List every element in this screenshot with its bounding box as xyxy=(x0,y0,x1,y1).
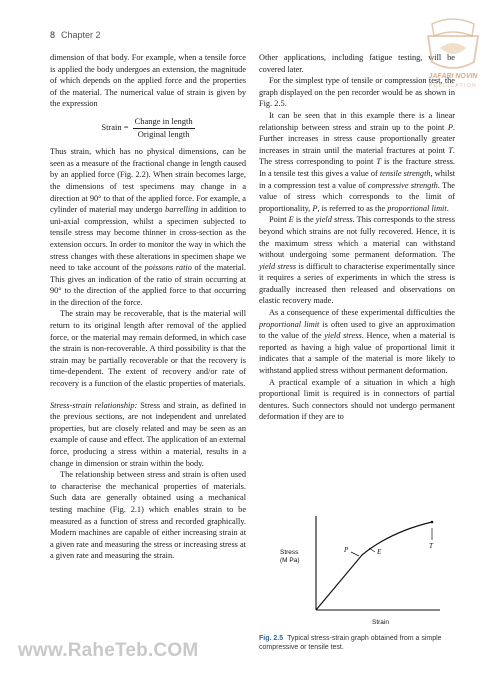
label-P: P xyxy=(344,546,349,554)
label-T: T xyxy=(429,542,433,550)
publisher-logo-watermark xyxy=(418,18,488,98)
paragraph: Point E is the yield stress. This corresponds to the stress beyond which strains are not fully recovered. Hence, it is the maximum stress which a material can withstand without undergoing some permanent deformation. The yield stress is difficult to characterise experimentally since it requires a series of experiments in which the stress is gradually increased then released and observations on elastic recovery made. xyxy=(259,215,455,306)
caption-text: Typical stress-strain graph obtained from a simple compressive or tensile test. xyxy=(259,635,442,651)
fracture-point-marker xyxy=(431,521,434,524)
equation-lhs: Strain = xyxy=(101,122,129,133)
paragraph: For the simplest type of tensile or compression test, the graph displayed on the pen recorder would be as shown in Fig. 2.5. xyxy=(259,76,455,109)
equation-denominator: Original length xyxy=(137,128,190,139)
paragraph: Other applications, including fatigue testing, will be covered later. xyxy=(259,53,455,74)
y-axis-label: Stress xyxy=(280,549,299,556)
site-watermark: www.RaheTeb.COM xyxy=(18,640,199,661)
y-axis-unit: (M Pa) xyxy=(280,557,300,564)
x-axis-label: Strain xyxy=(372,619,389,626)
paragraph: A practical example of a situation in which a high proportional limit is required is in connectors of partial dentures. Such connectors should not undergo permanent deformation if they are to xyxy=(259,377,455,422)
strain-equation xyxy=(50,116,246,140)
chapter-label: Chapter 2 xyxy=(61,30,101,40)
paragraph: dimension of that body. For example, when a tensile force is applied the body undergoes an extension, the magnitude of which depends on the applied force and the properties of the material. The numerical value of strain is given by the expression xyxy=(50,53,246,109)
running-header xyxy=(50,30,101,40)
figure-caption xyxy=(259,634,449,652)
section-heading: Stress-strain relationship: xyxy=(50,400,138,410)
left-column xyxy=(50,52,246,562)
paragraph: As a consequence of these experimental difficulties the proportional limit is often used to give an approximation to the value of the yield stress. Hence, when a material is reported as having a high value of proportional limit it indicates that a sample of the material is more likely to withstand applied stress without permanent deformation. xyxy=(259,308,456,376)
figure-label: Fig. 2.5 xyxy=(259,635,284,642)
paragraph: The strain may be recoverable, that is the material will return to its original length after removal of the applied force, or the material may remain deformed, in which case the strain is non-recoverable. A third possibility is that the strain may be partially recoverable or that the recovery is time-dependent. The extent of recovery and/or rate of recovery is a function of the elastic properties of materials. xyxy=(50,309,246,389)
paragraph: Thus strain, which has no physical dimensions, can be seen as a measure of the fractional change in length caused by an applied force (Fig. 2.2). When strain becomes large, the dimensions of test specimens may change in a direction at 90° to that of the applied force. For example, a cylinder of material may undergo barrelling in addition to uni-axial compression, whilst a specimen subjected to tensile stress may become thinner in cross-section as the extension occurs. In order to monitor the way in which the stress changes with these alterations in specimen shape we need to take account of the poissons ratio of the material. This gives an indication of the ratio of strain occurring at 90° to the direction of the applied force to that occurring in the direction of the force. xyxy=(50,147,247,307)
equation-fraction xyxy=(133,116,195,140)
pointer-E xyxy=(369,548,375,552)
publisher-name: JAFARI NOVIN xyxy=(428,73,478,80)
publisher-subtitle: PUBLICATION xyxy=(428,83,478,89)
equation-numerator: Change in length xyxy=(133,116,195,129)
stress-strain-figure xyxy=(280,510,450,630)
label-E: E xyxy=(377,548,382,556)
paragraph: It can be seen that in this example there is a linear relationship between stress and strain up to the point P. Further increases in stress cause proportionally greater increases in strain until the material fractures at point T. The stress corresponding to point T is the fracture stress. In a tensile test this gives a value of tensile strength, whilst in a compression test a value of compressive strength. The value of stress which corresponds to the limit of proportionality, P, is referred to as the proportional limit. xyxy=(259,110,456,213)
paragraph: Stress-strain relationship: Stress and strain, as defined in the previous sections, are not independent and unrelated properties, but are closely related and may be seen as an example of cause and effect. The application of an external force, producing a stress within a material, results in a change in dimension or strain within the body. xyxy=(50,400,246,468)
pointer-P xyxy=(351,552,359,556)
stress-strain-curve xyxy=(316,522,432,610)
right-column xyxy=(259,52,455,423)
page-number: 8 xyxy=(50,30,56,40)
paragraph: The relationship between stress and strain is often used to characterise the mechanical properties of materials. Such data are generally obtained using a mechanical testing machine (Fig. 2.1) which enables strain to be measured as a function of stress and recorded graphically. Modern machines are capable of either increasing strain at a given rate and measuring the stress or increasing stress at a given rate and measuring the strain. xyxy=(50,470,246,561)
